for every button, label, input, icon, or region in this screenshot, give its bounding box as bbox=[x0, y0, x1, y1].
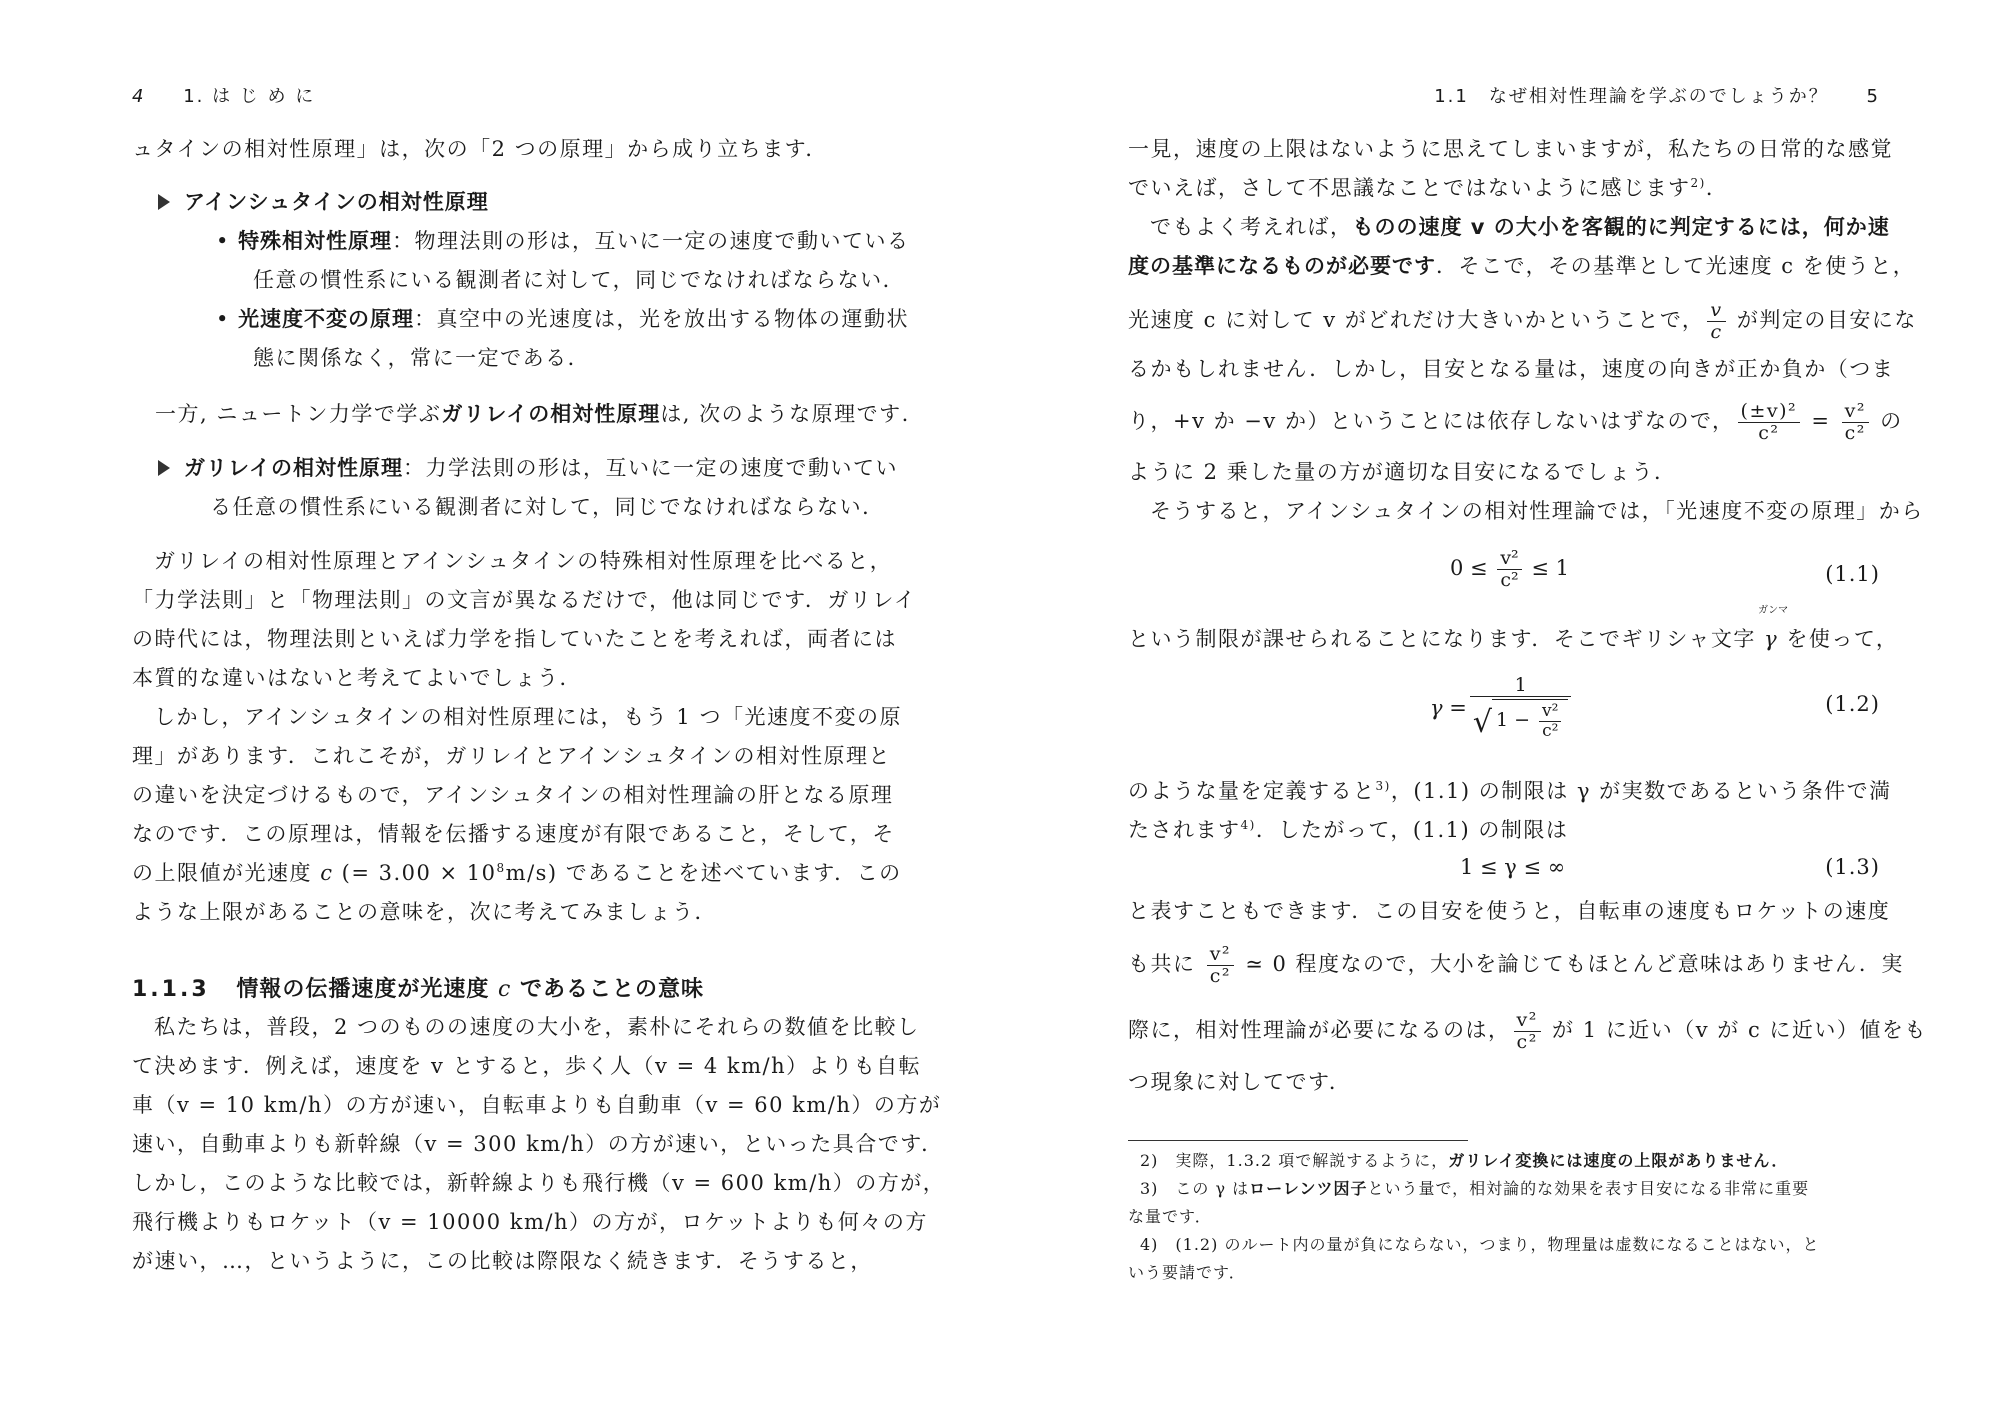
frac-num: (±v)² bbox=[1738, 401, 1801, 423]
para-line: なのです．この原理は，情報を伝播する速度が有限であること，そして，そ bbox=[132, 822, 895, 846]
bold-text: 度の基準になるものが必要です bbox=[1128, 254, 1436, 278]
para-line: つ現象に対してです． bbox=[1128, 1070, 1352, 1094]
para-line: 一見，速度の上限はないように思えてしまいますが，私たちの日常的な感覚 bbox=[1128, 137, 1893, 161]
text: という量で，相対論的な効果を表す目安になる非常に重要 bbox=[1367, 1179, 1810, 1198]
bullet-text-cont: 態に関係なく，常に一定である． bbox=[253, 346, 591, 370]
equation-number: (1.2) bbox=[1825, 692, 1880, 716]
para-line: ガリレイの相対性原理とアインシュタインの特殊相対性原理を比べると， bbox=[154, 549, 893, 573]
right-body-top bbox=[1128, 130, 1916, 286]
bullet-text: ：物理法則の形は，互いに一定の速度で動いている bbox=[392, 229, 910, 253]
para-line bbox=[1128, 931, 1908, 997]
box-title: ガリレイの相対性原理 bbox=[184, 456, 403, 480]
footnote-ref: 4) bbox=[1240, 818, 1256, 832]
galilei-intro bbox=[155, 395, 915, 434]
triangle-bullet-icon bbox=[158, 194, 170, 210]
fraction bbox=[1207, 944, 1234, 987]
text: ≤ 1 bbox=[1524, 555, 1569, 580]
sqrt-content bbox=[1492, 699, 1569, 740]
text: り，+v か −v か）ということには依存しないはずなので， bbox=[1128, 409, 1735, 433]
footnote-ref: 3) bbox=[1375, 779, 1391, 793]
bold-text: ものの速度 v の大小を客観的に判定するには，何か速 bbox=[1352, 215, 1890, 239]
footnote-2 bbox=[1140, 1147, 1900, 1175]
right-page bbox=[1000, 0, 2000, 1419]
para-line: の違いを決定づけるもので，アインシュタインの相対性理論の肝となる原理 bbox=[132, 783, 894, 807]
bullet-label: 特殊相対性原理 bbox=[238, 229, 393, 253]
box-text-cont: る任意の慣性系にいる観測者に対して，同じでなければならない． bbox=[210, 495, 885, 519]
page-number: 5 bbox=[1866, 86, 1880, 107]
para-line: 車（v = 10 km/h）の方が速い，自転車よりも自動車（v = 60 km/h）の方が bbox=[132, 1093, 942, 1117]
section-number: 1.1.3 bbox=[132, 977, 210, 1002]
fraction bbox=[1497, 548, 1521, 591]
bold-text: ローレンツ因子 bbox=[1249, 1179, 1368, 1198]
right-header bbox=[1434, 82, 1880, 108]
para-line: 「力学法則」と「物理法則」の文言が異なるだけで，他は同じです．ガリレイ bbox=[132, 588, 917, 612]
text: 2) 実際，1.3.2 項で解説するように， bbox=[1140, 1151, 1449, 1170]
footnote-4-cont: いう要請です． bbox=[1128, 1263, 1246, 1282]
para-line: ように 2 乗した量の方が適切な目安になるでしょう． bbox=[1128, 460, 1677, 484]
equation-number: (1.1) bbox=[1825, 562, 1880, 586]
equation-1-2 bbox=[1430, 675, 1574, 755]
math-var: c bbox=[320, 861, 334, 885]
para-line bbox=[1128, 169, 1888, 208]
fraction bbox=[1707, 300, 1725, 343]
gamma-line bbox=[1128, 605, 1908, 660]
para-line bbox=[1128, 290, 1917, 350]
para-line: そうすると，アインシュタインの相対性理論では，「光速度不変の原理」から bbox=[1150, 499, 1924, 523]
frac-den: c² bbox=[1516, 1031, 1538, 1053]
frac-den: c bbox=[1710, 321, 1723, 343]
para-line: しかし，アインシュタインの相対性原理には，もう 1 つ「光速度不変の原 bbox=[154, 705, 902, 729]
text: ．したがって，(1.1) の制限は bbox=[1255, 818, 1569, 842]
section-heading bbox=[132, 972, 704, 1003]
exponent: 8 bbox=[496, 861, 506, 875]
frac-den bbox=[1470, 697, 1572, 740]
text: 一方, ニュートン力学で学ぶ bbox=[155, 402, 442, 426]
text: m/s) であることを述べています．この bbox=[505, 861, 902, 885]
text: ，(1.1) の制限は γ が実数であるという条件で満 bbox=[1390, 779, 1892, 803]
para-line: 飛行機よりもロケット（v = 10000 km/h）の方が，ロケットよりも何々の方 bbox=[132, 1210, 928, 1234]
para-line: が速い，…，というように，この比較は際限なく続きます．そうすると， bbox=[132, 1249, 873, 1273]
footnote-ref: 2) bbox=[1690, 176, 1706, 190]
fraction bbox=[1842, 401, 1869, 444]
section-title: 情報の伝播速度が光速度 bbox=[236, 977, 498, 1002]
math-var: c bbox=[497, 977, 512, 1002]
footnote-3-cont: な量です． bbox=[1128, 1207, 1212, 1226]
para-line: 本質的な違いはないと考えてよいでしょう． bbox=[132, 666, 582, 690]
text: 際に，相対性理論が必要になるのは， bbox=[1128, 1018, 1511, 1042]
text: ．そこで，その基準として光速度 c を使うと， bbox=[1436, 254, 1916, 278]
text: も共に bbox=[1128, 952, 1204, 976]
text: 光速度 c に対して v がどれだけ大きいかということで， bbox=[1128, 308, 1705, 332]
frac-num: v² bbox=[1207, 944, 1234, 966]
equation-1-1 bbox=[1450, 548, 1569, 591]
text: たされます bbox=[1128, 818, 1241, 842]
sqrt-icon: √ bbox=[1472, 705, 1492, 741]
text: でいえば，さして不思議なことではないように感じます bbox=[1128, 176, 1691, 200]
para-line bbox=[1128, 997, 1927, 1063]
right-body-bottom bbox=[1128, 892, 1927, 1102]
para-line bbox=[1128, 811, 1908, 850]
para-1 bbox=[132, 542, 917, 932]
para-line bbox=[1128, 247, 1916, 286]
para-3 bbox=[132, 1008, 946, 1281]
equation-1-3: 1 ≤ γ ≤ ∞ bbox=[1460, 855, 1566, 879]
text: ． bbox=[1705, 176, 1729, 200]
page-number: 4 bbox=[132, 86, 146, 107]
bullet-text: ：真空中の光速度は，光を放出する物体の運動状 bbox=[414, 307, 910, 331]
para-line bbox=[1128, 389, 1908, 453]
fraction bbox=[1539, 702, 1561, 740]
text: という制限が課せられることになります．そこでギリシャ文字 bbox=[1128, 627, 1765, 651]
frac-num: 1 bbox=[1470, 675, 1572, 697]
ruby-text: ガンマ bbox=[1758, 605, 1789, 616]
frac-num: v² bbox=[1497, 548, 1521, 570]
text: ≃ 0 程度なので，大小を論じてもほとんど意味はありません．実 bbox=[1237, 952, 1904, 976]
text: が判定の目安にな bbox=[1728, 308, 1917, 332]
bold-text: ガリレイ変換には速度の上限がありません． bbox=[1448, 1151, 1789, 1170]
para-line bbox=[1128, 772, 1908, 811]
math-var: γ bbox=[1764, 627, 1779, 651]
text: が 1 に近い（v が c に近い）値をも bbox=[1543, 1018, 1927, 1042]
text: γ = bbox=[1430, 695, 1467, 720]
section-title: であることの意味 bbox=[511, 977, 704, 1002]
frac-num: v² bbox=[1842, 401, 1869, 423]
para-line: ような上限があることの意味を，次に考えてみましょう． bbox=[132, 900, 717, 924]
footnote-rule bbox=[1128, 1140, 1468, 1141]
left-body bbox=[132, 130, 892, 169]
para-line: て決めます．例えば，速度を v とすると，歩く人（v = 4 km/h）よりも自転 bbox=[132, 1054, 922, 1078]
frac-num: v² bbox=[1514, 1010, 1541, 1032]
text: のような量を定義すると bbox=[1128, 779, 1376, 803]
bullet-label: 光速度不変の原理 bbox=[238, 307, 415, 331]
ruby-gamma bbox=[1758, 605, 1789, 660]
text: 3) この γ は bbox=[1140, 1179, 1250, 1198]
text: を使って， bbox=[1778, 627, 1899, 651]
box-text: ：力学法則の形は，互いに一定の速度で動いてい bbox=[402, 456, 898, 480]
bold-term: ガリレイの相対性原理 bbox=[441, 402, 661, 426]
frac-den: c² bbox=[1209, 965, 1231, 987]
text: 0 ≤ bbox=[1450, 555, 1495, 580]
para-line: 私たちは，普段，2 つのものの速度の大小を，素朴にそれらの数値を比較し bbox=[154, 1015, 920, 1039]
left-header bbox=[132, 82, 315, 108]
para-line: るかもしれません．しかし，目安となる量は，速度の向きが正か負か（つま bbox=[1128, 357, 1895, 381]
frac-den: c² bbox=[1500, 568, 1519, 591]
fraction bbox=[1470, 675, 1572, 740]
footnotes bbox=[1128, 1147, 1900, 1287]
running-title: 1.1 なぜ相対性理論を学ぶのでしょうか？ bbox=[1434, 86, 1829, 107]
para-line: と表すこともできます．この目安を使うと，自転車の速度もロケットの速度 bbox=[1128, 899, 1891, 923]
frac-num: v² bbox=[1539, 702, 1561, 722]
frac-den: c² bbox=[1542, 720, 1559, 741]
running-title: 1. は じ め に bbox=[183, 86, 316, 107]
para-line: 速い，自動車よりも新幹線（v = 300 km/h）の方が速い，といった具合です． bbox=[132, 1132, 944, 1156]
bullet-text-cont: 任意の慣性系にいる観測者に対して，同じでなければならない． bbox=[253, 268, 906, 292]
triangle-bullet-icon bbox=[158, 460, 170, 476]
text: の bbox=[1871, 409, 1903, 433]
text: (= 3.00 × 10 bbox=[333, 861, 497, 885]
footnote-4: 4) (1.2) のルート内の量が負にならない，つまり，物理量は虚数になることはない，と bbox=[1140, 1235, 1820, 1254]
frac-den: c² bbox=[1758, 422, 1780, 444]
fraction bbox=[1514, 1010, 1541, 1053]
para-line: の時代には，物理法則といえば力学を指していたことを考えれば，両者には bbox=[132, 627, 897, 651]
equation-number: (1.3) bbox=[1825, 855, 1880, 879]
box-title: アインシュタインの相対性原理 bbox=[184, 190, 489, 214]
para-line: しかし，このような比較では，新幹線よりも飛行機（v = 600 km/h）の方が， bbox=[132, 1171, 946, 1195]
text: = bbox=[1803, 409, 1839, 433]
para-line: 理」があります．これこそが，ガリレイとアインシュタインの相対性原理と bbox=[132, 744, 892, 768]
text: は, 次のような原理です. bbox=[660, 402, 910, 426]
text: でもよく考えれば， bbox=[1150, 215, 1353, 239]
intro-line: ュタインの相対性原理」は，次の「2 つの原理」から成り立ちます． bbox=[132, 137, 828, 161]
fraction bbox=[1738, 401, 1801, 444]
frac-num: v bbox=[1707, 300, 1725, 322]
para-line bbox=[132, 854, 902, 893]
para-line bbox=[1128, 208, 1888, 247]
text: の上限値が光速度 bbox=[132, 861, 321, 885]
right-body-frac bbox=[1128, 290, 1924, 531]
para-line bbox=[1128, 605, 1908, 660]
galilei-box bbox=[158, 449, 898, 527]
footnote-3 bbox=[1140, 1175, 1900, 1203]
text: 1 − bbox=[1495, 709, 1537, 732]
right-body-mid bbox=[1128, 772, 1908, 850]
frac-den: c² bbox=[1844, 422, 1866, 444]
einstein-box: アインシュタインの相対性原理 • 特殊相対性原理：物理法則の形は，互いに一定の速度で動いている 任意の慣性系にいる観測者に対して，同じでなければならない． • 光速度不変の原理：真空中の光速度は，光を放出する物体の運動状 態に関係なく，常に一定である． bbox=[158, 183, 898, 378]
